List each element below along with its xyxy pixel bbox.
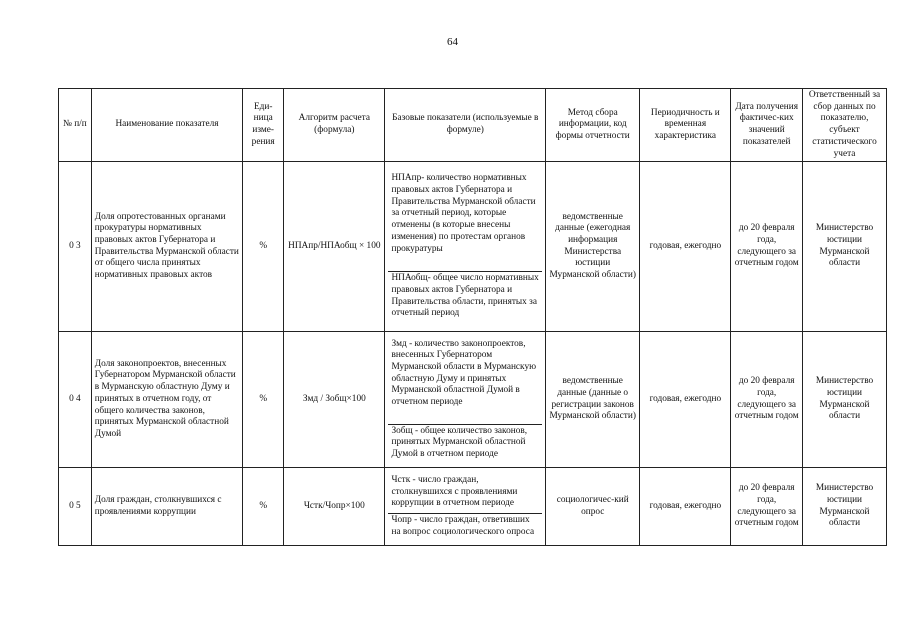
header-date: Дата получения фактичес-ких значений показателей: [731, 89, 803, 162]
header-row: [59, 89, 887, 162]
row-periodicity: годовая, ежегодно: [640, 468, 731, 546]
row-responsible: Министерство юстиции Мурманской области: [803, 332, 887, 468]
row-periodicity: годовая, ежегодно: [640, 332, 731, 468]
row-num: 0 5: [59, 468, 92, 546]
page-number: 64: [447, 36, 458, 48]
row-algorithm: НПАпр/НПАобщ × 100: [284, 162, 385, 332]
row-base-indicators: [385, 332, 546, 468]
header-responsible: Ответственный за сбор данных по показателю, субъект статистического учета: [803, 89, 887, 162]
header-name: Наименование показателя: [91, 89, 242, 162]
row-method: ведомственные данные (данные о регистрации законов Мурманской области): [546, 332, 640, 468]
table-row: [59, 332, 887, 468]
table-row: [59, 468, 887, 546]
header-base-indicators: Базовые показатели (используемые в формуле): [385, 89, 546, 162]
base-indicator-item: НПАобщ- общее число нормативных правовых актов Губернатора и Правительства области, принятых за отчетный период: [388, 271, 542, 321]
base-indicator-item: Чопр - число граждан, ответивших на вопрос социологического опроса: [388, 513, 542, 539]
row-unit: %: [243, 332, 284, 468]
indicators-table: [58, 88, 887, 546]
header-algorithm: Алгоритм расчета (формула): [284, 89, 385, 162]
row-name: Доля граждан, столкнувшихся с проявлениями коррупции: [91, 468, 242, 546]
base-indicator-item: Зобщ - общее количество законов, принятых Мурманской областной Думой в отчетном периоде: [388, 424, 542, 462]
row-responsible: Министерство юстиции Мурманской области: [803, 162, 887, 332]
row-date: до 20 февраля года, следующего за отчетным годом: [731, 162, 803, 332]
row-method: социологичес-кий опрос: [546, 468, 640, 546]
row-periodicity: годовая, ежегодно: [640, 162, 731, 332]
row-responsible: Министерство юстиции Мурманской области: [803, 468, 887, 546]
base-indicator-item: Змд - количество законопроектов, внесенных Губернатором Мурманской области в Мурманскую областную Думу и принятых Мурманской областной Думой в отчетном периоде: [391, 338, 537, 408]
row-date: до 20 февраля года, следующего за отчетным годом: [731, 332, 803, 468]
base-indicator-item: НПАпр- количество нормативных правовых актов Губернатора и Правительства Мурманской области за отчетный период, которые отменены (в которые внесены изменения) по протестам органов прокуратуры: [391, 173, 536, 254]
table-row: [59, 162, 887, 332]
row-name: Доля опротестованных органами прокуратуры нормативных правовых актов Губернатора и Правительства Мурманской области от общего числа принятых нормативных правовых актов: [91, 162, 242, 332]
row-num: 0 4: [59, 332, 92, 468]
row-algorithm: Змд / Зобщ×100: [284, 332, 385, 468]
row-unit: %: [243, 468, 284, 546]
header-method: Метод сбора информации, код формы отчетности: [546, 89, 640, 162]
row-base-indicators: [385, 162, 546, 332]
row-base-indicators: [385, 468, 546, 546]
base-indicator-item: Чстк - число граждан, столкнувшихся с проявлениями коррупции в отчетном периоде: [391, 475, 518, 509]
row-num: 0 3: [59, 162, 92, 332]
header-num: № п/п: [59, 89, 92, 162]
header-periodicity: Периодичность и временная характеристика: [640, 89, 731, 162]
row-date: до 20 февраля года, следующего за отчетным годом: [731, 468, 803, 546]
row-algorithm: Чстк/Чопр×100: [284, 468, 385, 546]
row-unit: %: [243, 162, 284, 332]
row-name: Доля законопроектов, внесенных Губернатором Мурманской области в Мурманскую областную Думу и принятых в отчетном году, от общего количества законов, принятых Мурманской областной Думой: [91, 332, 242, 468]
header-unit: Еди-ница изме-рения: [243, 89, 284, 162]
row-method: ведомственные данные (ежегодная информация Министерства юстиции Мурманской области): [546, 162, 640, 332]
